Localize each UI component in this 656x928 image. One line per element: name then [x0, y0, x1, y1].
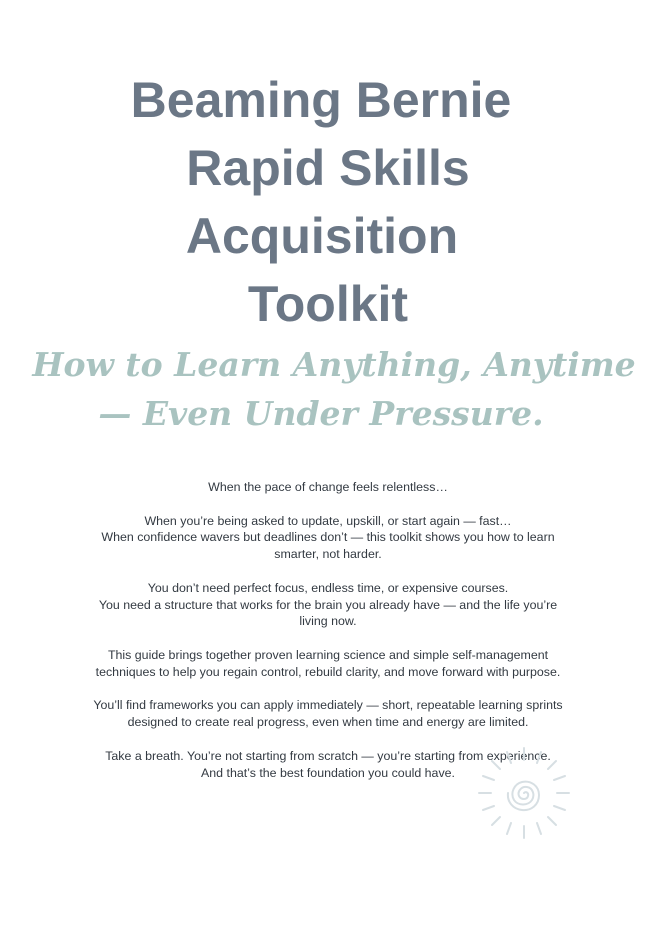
paragraph-3-line-1: You don’t need perfect focus, endless time, or expensive courses. — [147, 580, 509, 595]
title-line-3: Acquisition — [185, 208, 459, 264]
page-subtitle — [0, 340, 656, 438]
title-line-2: Rapid Skills — [186, 140, 470, 196]
paragraph-2-line-2: When confidence wavers but deadlines don’t — this toolkit shows you how to learn — [101, 530, 555, 545]
paragraph-4 — [70, 647, 586, 681]
paragraph-5-line-2: designed to create real progress, even when time and energy are limited. — [127, 715, 529, 730]
subtitle-line-1: How to Learn Anything, Anytime — [32, 345, 636, 384]
paragraph-4-line-2: techniques to help you regain control, rebuild clarity, and move forward with purpose. — [95, 664, 561, 679]
paragraph-2-line-1: When you’re being asked to update, upskill, or start again — fast… — [144, 513, 512, 528]
paragraph-6-line-2: And that’s the best foundation you could have. — [201, 765, 455, 780]
title-line-1: Beaming Bernie — [130, 72, 512, 128]
paragraph-2-line-3: smarter, not harder. — [274, 547, 382, 562]
paragraph-2 — [70, 513, 586, 563]
paragraph-3 — [70, 580, 586, 630]
paragraph-5 — [70, 697, 586, 731]
paragraph-6-line-1: Take a breath. You’re not starting from scratch — you’re starting from experience. — [105, 748, 551, 763]
spiral-sun-icon — [476, 745, 572, 841]
subtitle-line-2: — Even Under Pressure. — [98, 394, 544, 433]
page-title — [0, 66, 656, 338]
paragraph-3-line-3: living now. — [299, 614, 357, 629]
title-line-4: Toolkit — [247, 276, 409, 332]
paragraph-1 — [70, 479, 586, 496]
paragraph-5-line-1: You’ll find frameworks you can apply immediately — short, repeatable learning sprints — [93, 698, 563, 713]
paragraph-1-line: When the pace of change feels relentless… — [208, 480, 448, 494]
paragraph-4-line-1: This guide brings together proven learning science and simple self-management — [107, 647, 549, 662]
paragraph-3-line-2: You need a structure that works for the brain you already have — and the life you’re — [98, 597, 558, 612]
